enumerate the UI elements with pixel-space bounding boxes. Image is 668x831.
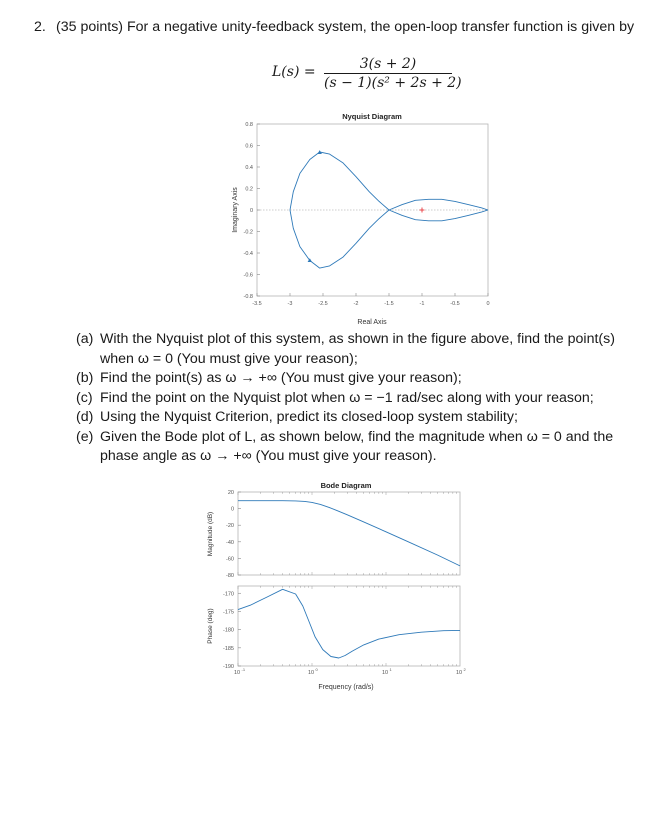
question-parts [76, 330, 646, 467]
bode-title: Bode Diagram [320, 481, 372, 490]
nyquist-ylabel: Imaginary Axis [232, 187, 239, 233]
nyquist-xtick-label: -3 [287, 301, 293, 307]
nyquist-ytick-label: -0.2 [243, 229, 253, 236]
bode-ytick-label: -180 [222, 627, 234, 634]
question-heading [34, 18, 646, 37]
part-text: Find the point on the Nyquist plot when ω = −1 rad/sec along with your reason; [100, 389, 594, 406]
bode-ytick-label: -185 [222, 645, 234, 652]
part-label: (b) [76, 370, 94, 386]
nyquist-title: Nyquist Diagram [342, 112, 402, 121]
bode-xtick-exponent: 1 [389, 667, 392, 672]
formula-numerator: 3(s + 2) [359, 56, 417, 72]
question-intro: (35 points) For a negative unity-feedback system, the open-loop transfer function is given by [56, 19, 635, 35]
nyquist-ytick-label: 0.4 [245, 165, 253, 171]
bode-xtick-exponent: -1 [241, 667, 246, 672]
part-c [76, 389, 646, 409]
bode-ytick-label: 20 [227, 490, 234, 496]
part-label: (a) [76, 331, 94, 347]
part-d [76, 408, 646, 428]
bode-chart [198, 478, 480, 696]
bode-ytick-label: -20 [226, 523, 234, 530]
bode-figure [198, 478, 480, 701]
bode-xtick-label: 10 [381, 670, 389, 676]
nyquist-ytick-label: -0.6 [243, 272, 253, 279]
nyquist-ytick-label: 0 [249, 208, 253, 214]
nyquist-xtick-label: -2.5 [318, 301, 328, 307]
part-a [76, 330, 646, 369]
bode-ytick-label: -170 [222, 591, 234, 598]
bode-xtick-exponent: 0 [315, 667, 318, 672]
nyquist-ytick-label: -0.4 [243, 251, 253, 257]
bode-ytick-label: 0 [230, 506, 234, 513]
nyquist-xtick-label: -0.5 [450, 301, 460, 307]
bode-magnitude-ylabel: Magnitude (dB) [207, 511, 214, 557]
formula-lhs: L(s) = [272, 64, 316, 80]
part-label: (e) [76, 428, 94, 445]
bode-magnitude-curve [238, 501, 460, 566]
nyquist-ytick-label: 0.6 [245, 143, 253, 150]
bode-phase-curve [238, 589, 460, 658]
bode-phase-box [238, 586, 460, 666]
nyquist-xtick-label: -1.5 [384, 301, 394, 307]
part-label: (d) [76, 409, 94, 425]
bode-ytick-label: -190 [222, 664, 234, 670]
bode-xtick-label: 10 [233, 670, 241, 676]
nyquist-ytick-label: 0.8 [245, 122, 253, 128]
bode-xtick-label: 10 [307, 670, 315, 676]
bode-phase-ylabel: Phase (deg) [207, 608, 214, 644]
nyquist-xlabel: Real Axis [357, 319, 387, 326]
bode-magnitude-box [238, 492, 460, 575]
part-b [76, 369, 646, 389]
nyquist-xtick-label: -1 [419, 301, 425, 307]
part-text: With the Nyquist plot of this system, as shown in the figure above, find the point(s) when ω = 0 (You must give your reason); [100, 331, 615, 367]
bode-xlabel: Frequency (rad/s) [318, 684, 374, 691]
bode-ytick-label: -40 [226, 539, 234, 546]
part-text: Given the Bode plot of L, as shown below, find the magnitude when ω = 0 and the phase angle as ω → +∞ (You must give your reason). [100, 428, 614, 464]
fraction-bar [324, 73, 452, 74]
bode-xtick-exponent: 2 [463, 667, 466, 672]
nyquist-ytick-label: 0.2 [245, 186, 253, 193]
nyquist-ytick-label: -0.8 [243, 294, 253, 300]
bode-ytick-label: -80 [226, 573, 234, 579]
bode-ytick-label: -175 [222, 609, 234, 616]
nyquist-xtick-label: -3.5 [252, 301, 262, 307]
formula-fraction [324, 56, 462, 91]
part-e [76, 428, 646, 467]
part-text: Find the point(s) as ω → +∞ (You must give your reason); [100, 370, 462, 386]
bode-ytick-label: -60 [226, 556, 234, 563]
nyquist-curve-negative-freq [290, 199, 488, 268]
nyquist-figure [200, 104, 510, 333]
bode-xtick-label: 10 [455, 670, 463, 676]
nyquist-chart [200, 104, 510, 328]
formula-denominator: (s − 1)(s² + 2s + 2) [324, 75, 462, 91]
nyquist-xtick-label: -2 [353, 301, 359, 307]
nyquist-xtick-label: 0 [486, 301, 490, 307]
part-text: Using the Nyquist Criterion, predict its closed-loop system stability; [100, 409, 518, 425]
part-label: (c) [76, 389, 93, 406]
question-number: 2. [34, 19, 46, 35]
